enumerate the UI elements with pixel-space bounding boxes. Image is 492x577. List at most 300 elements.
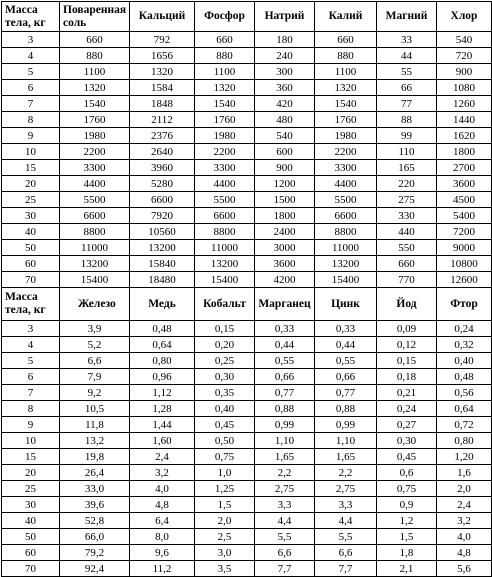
body-mass-cell: 9 [2,417,60,433]
zinc-cell: 6,6 [315,545,377,561]
chlorine-cell: 4500 [437,192,492,208]
sodium-cell: 600 [255,144,315,160]
chlorine-cell: 3600 [437,176,492,192]
potassium-cell: 3300 [315,160,377,176]
sodium-cell: 3000 [255,240,315,256]
body-mass-cell: 25 [2,192,60,208]
iron-cell: 6,6 [60,353,130,369]
salt-cell: 660 [60,32,130,48]
body-mass-cell: 10 [2,144,60,160]
phosphorus-cell: 2200 [195,144,255,160]
table-row [2,529,492,545]
fluorine-cell: 4,8 [437,545,492,561]
sodium-header: Натрий [255,2,315,32]
zinc-header: Цинк [315,288,377,321]
body-mass-cell: 8 [2,401,60,417]
body-mass-cell: 20 [2,176,60,192]
table-row [2,369,492,385]
iron-cell: 19,8 [60,449,130,465]
zinc-cell: 0,55 [315,353,377,369]
iron-cell: 39,6 [60,497,130,513]
zinc-cell: 2,2 [315,465,377,481]
sodium-cell: 360 [255,80,315,96]
calcium-cell: 1656 [130,48,195,64]
calcium-cell: 7920 [130,208,195,224]
zinc-cell: 1,10 [315,433,377,449]
body-mass-cell: 8 [2,112,60,128]
zinc-cell: 0,44 [315,337,377,353]
copper-cell: 6,4 [130,513,195,529]
potassium-cell: 15400 [315,272,377,288]
table-row [2,48,492,64]
sodium-cell: 1500 [255,192,315,208]
table-row [2,128,492,144]
salt-cell: 11000 [60,240,130,256]
calcium-cell: 1584 [130,80,195,96]
body-mass-cell: 5 [2,353,60,369]
copper-cell: 1,12 [130,385,195,401]
sodium-cell: 300 [255,64,315,80]
iron-cell: 52,8 [60,513,130,529]
salt-cell: 13200 [60,256,130,272]
cobalt-cell: 0,30 [195,369,255,385]
iodine-cell: 0,09 [377,321,437,337]
fluorine-cell: 5,6 [437,561,492,577]
calcium-cell: 792 [130,32,195,48]
magnesium-cell: 66 [377,80,437,96]
fluorine-cell: 2,0 [437,481,492,497]
magnesium-cell: 77 [377,96,437,112]
table-row [2,449,492,465]
table-row [2,401,492,417]
manganese-cell: 0,55 [255,353,315,369]
chlorine-cell: 1260 [437,96,492,112]
fluorine-cell: 2,4 [437,497,492,513]
body-mass-cell: 10 [2,433,60,449]
manganese-cell: 0,44 [255,337,315,353]
cobalt-cell: 0,15 [195,321,255,337]
copper-cell: 2,4 [130,449,195,465]
manganese-cell: 1,10 [255,433,315,449]
potassium-header: Калий [315,2,377,32]
calcium-cell: 2112 [130,112,195,128]
table-row [2,160,492,176]
potassium-cell: 13200 [315,256,377,272]
fluorine-cell: 0,56 [437,385,492,401]
body-mass-header: Масса тела, кг [2,2,60,32]
phosphorus-cell: 13200 [195,256,255,272]
iodine-cell: 0,15 [377,353,437,369]
potassium-cell: 1100 [315,64,377,80]
table-row [2,321,492,337]
manganese-cell: 7,7 [255,561,315,577]
chlorine-cell: 7200 [437,224,492,240]
manganese-cell: 3,3 [255,497,315,513]
magnesium-cell: 220 [377,176,437,192]
calcium-cell: 10560 [130,224,195,240]
copper-cell: 3,2 [130,465,195,481]
table-row [2,240,492,256]
magnesium-cell: 33 [377,32,437,48]
magnesium-cell: 660 [377,256,437,272]
fluorine-cell: 0,48 [437,369,492,385]
chlorine-cell: 9000 [437,240,492,256]
body-mass-cell: 40 [2,224,60,240]
salt-cell: 5500 [60,192,130,208]
calcium-cell: 18480 [130,272,195,288]
phosphorus-cell: 1980 [195,128,255,144]
salt-header: Поваренная соль [60,2,130,32]
potassium-cell: 11000 [315,240,377,256]
table-row [2,337,492,353]
calcium-cell: 15840 [130,256,195,272]
iodine-cell: 0,75 [377,481,437,497]
salt-cell: 15400 [60,272,130,288]
cobalt-cell: 2,5 [195,529,255,545]
phosphorus-cell: 1760 [195,112,255,128]
body-mass-cell: 70 [2,561,60,577]
body-mass-cell: 60 [2,545,60,561]
chlorine-cell: 1620 [437,128,492,144]
phosphorus-cell: 4400 [195,176,255,192]
calcium-cell: 2376 [130,128,195,144]
phosphorus-cell: 1100 [195,64,255,80]
table-row [2,176,492,192]
chlorine-cell: 1440 [437,112,492,128]
body-mass-cell: 50 [2,240,60,256]
salt-cell: 6600 [60,208,130,224]
potassium-cell: 1980 [315,128,377,144]
zinc-cell: 1,65 [315,449,377,465]
copper-cell: 9,6 [130,545,195,561]
salt-cell: 880 [60,48,130,64]
cobalt-cell: 0,45 [195,417,255,433]
phosphorus-cell: 6600 [195,208,255,224]
phosphorus-cell: 11000 [195,240,255,256]
iodine-cell: 0,18 [377,369,437,385]
body-mass-cell: 6 [2,369,60,385]
body-mass-cell: 3 [2,321,60,337]
body-mass-cell: 6 [2,80,60,96]
salt-cell: 1100 [60,64,130,80]
iodine-cell: 0,12 [377,337,437,353]
calcium-cell: 2640 [130,144,195,160]
cobalt-cell: 2,0 [195,513,255,529]
iron-header: Железо [60,288,130,321]
potassium-cell: 660 [315,32,377,48]
minerals-dosage-table [1,1,492,577]
magnesium-cell: 110 [377,144,437,160]
manganese-cell: 1,65 [255,449,315,465]
phosphorus-cell: 3300 [195,160,255,176]
zinc-cell: 0,88 [315,401,377,417]
body-mass-cell: 15 [2,160,60,176]
body-mass-header: Масса тела, кг [2,288,60,321]
sodium-cell: 2400 [255,224,315,240]
chlorine-cell: 900 [437,64,492,80]
magnesium-cell: 44 [377,48,437,64]
calcium-cell: 13200 [130,240,195,256]
copper-cell: 1,60 [130,433,195,449]
fluorine-cell: 1,6 [437,465,492,481]
iron-cell: 13,2 [60,433,130,449]
iron-cell: 92,4 [60,561,130,577]
iron-cell: 9,2 [60,385,130,401]
iodine-cell: 0,21 [377,385,437,401]
manganese-cell: 0,77 [255,385,315,401]
body-mass-cell: 30 [2,497,60,513]
salt-cell: 1980 [60,128,130,144]
phosphorus-cell: 15400 [195,272,255,288]
table-row [2,256,492,272]
cobalt-cell: 0,75 [195,449,255,465]
iodine-cell: 1,5 [377,529,437,545]
copper-cell: 0,96 [130,369,195,385]
copper-cell: 8,0 [130,529,195,545]
iron-cell: 10,5 [60,401,130,417]
table-row [2,481,492,497]
body-mass-cell: 70 [2,272,60,288]
table-row [2,385,492,401]
salt-cell: 1540 [60,96,130,112]
iodine-header: Йод [377,288,437,321]
magnesium-cell: 440 [377,224,437,240]
fluorine-header: Фтор [437,288,492,321]
body-mass-cell: 30 [2,208,60,224]
calcium-cell: 6600 [130,192,195,208]
chlorine-cell: 720 [437,48,492,64]
phosphorus-cell: 1320 [195,80,255,96]
iodine-cell: 0,9 [377,497,437,513]
manganese-cell: 0,66 [255,369,315,385]
salt-cell: 3300 [60,160,130,176]
cobalt-cell: 0,50 [195,433,255,449]
table-row [2,112,492,128]
chlorine-cell: 10800 [437,256,492,272]
potassium-cell: 1760 [315,112,377,128]
fluorine-cell: 0,64 [437,401,492,417]
iron-cell: 33,0 [60,481,130,497]
salt-cell: 2200 [60,144,130,160]
phosphorus-cell: 1540 [195,96,255,112]
copper-cell: 4,8 [130,497,195,513]
chlorine-header: Хлор [437,2,492,32]
sodium-cell: 540 [255,128,315,144]
phosphorus-cell: 8800 [195,224,255,240]
potassium-cell: 6600 [315,208,377,224]
zinc-cell: 0,66 [315,369,377,385]
chlorine-cell: 5400 [437,208,492,224]
copper-header: Медь [130,288,195,321]
salt-cell: 4400 [60,176,130,192]
body-mass-cell: 25 [2,481,60,497]
table-row [2,272,492,288]
zinc-cell: 0,99 [315,417,377,433]
iron-cell: 3,9 [60,321,130,337]
table-row [2,96,492,112]
table-row [2,353,492,369]
fluorine-cell: 0,72 [437,417,492,433]
sodium-cell: 180 [255,32,315,48]
manganese-cell: 6,6 [255,545,315,561]
sodium-cell: 420 [255,96,315,112]
magnesium-cell: 330 [377,208,437,224]
manganese-cell: 2,2 [255,465,315,481]
body-mass-cell: 4 [2,48,60,64]
fluorine-cell: 4,0 [437,529,492,545]
magnesium-cell: 55 [377,64,437,80]
body-mass-cell: 15 [2,449,60,465]
manganese-header: Марганец [255,288,315,321]
header-row [2,288,492,321]
iron-cell: 5,2 [60,337,130,353]
chlorine-cell: 12600 [437,272,492,288]
copper-cell: 0,80 [130,353,195,369]
cobalt-cell: 0,25 [195,353,255,369]
iodine-cell: 1,8 [377,545,437,561]
manganese-cell: 0,88 [255,401,315,417]
copper-cell: 0,64 [130,337,195,353]
header-row [2,2,492,32]
table-row [2,80,492,96]
table-row [2,561,492,577]
body-mass-cell: 7 [2,96,60,112]
body-mass-cell: 3 [2,32,60,48]
fluorine-cell: 0,32 [437,337,492,353]
zinc-cell: 0,33 [315,321,377,337]
magnesium-cell: 88 [377,112,437,128]
cobalt-cell: 1,0 [195,465,255,481]
manganese-cell: 0,99 [255,417,315,433]
body-mass-cell: 20 [2,465,60,481]
iodine-cell: 0,30 [377,433,437,449]
magnesium-cell: 770 [377,272,437,288]
sodium-cell: 3600 [255,256,315,272]
body-mass-cell: 5 [2,64,60,80]
sodium-cell: 1800 [255,208,315,224]
fluorine-cell: 0,40 [437,353,492,369]
table-row [2,545,492,561]
magnesium-cell: 99 [377,128,437,144]
copper-cell: 4,0 [130,481,195,497]
body-mass-cell: 40 [2,513,60,529]
table-row [2,32,492,48]
manganese-cell: 5,5 [255,529,315,545]
zinc-cell: 3,3 [315,497,377,513]
iodine-cell: 2,1 [377,561,437,577]
zinc-cell: 7,7 [315,561,377,577]
fluorine-cell: 3,2 [437,513,492,529]
phosphorus-cell: 880 [195,48,255,64]
zinc-cell: 5,5 [315,529,377,545]
table-row [2,433,492,449]
table-row [2,224,492,240]
copper-cell: 11,2 [130,561,195,577]
magnesium-header: Магний [377,2,437,32]
body-mass-cell: 4 [2,337,60,353]
phosphorus-cell: 660 [195,32,255,48]
chlorine-cell: 2700 [437,160,492,176]
sodium-cell: 900 [255,160,315,176]
salt-cell: 1320 [60,80,130,96]
potassium-cell: 1540 [315,96,377,112]
chlorine-cell: 1800 [437,144,492,160]
magnesium-cell: 275 [377,192,437,208]
iron-cell: 79,2 [60,545,130,561]
chlorine-cell: 1080 [437,80,492,96]
manganese-cell: 0,33 [255,321,315,337]
iron-cell: 7,9 [60,369,130,385]
body-mass-cell: 9 [2,128,60,144]
iodine-cell: 0,6 [377,465,437,481]
manganese-cell: 4,4 [255,513,315,529]
body-mass-cell: 60 [2,256,60,272]
copper-cell: 1,44 [130,417,195,433]
table-row [2,465,492,481]
body-mass-cell: 7 [2,385,60,401]
zinc-cell: 4,4 [315,513,377,529]
magnesium-cell: 165 [377,160,437,176]
magnesium-cell: 550 [377,240,437,256]
salt-cell: 8800 [60,224,130,240]
phosphorus-header: Фосфор [195,2,255,32]
manganese-cell: 2,75 [255,481,315,497]
table-row [2,144,492,160]
salt-cell: 1760 [60,112,130,128]
cobalt-cell: 0,20 [195,337,255,353]
cobalt-cell: 1,5 [195,497,255,513]
calcium-cell: 1848 [130,96,195,112]
iron-cell: 66,0 [60,529,130,545]
body-mass-cell: 50 [2,529,60,545]
iron-cell: 26,4 [60,465,130,481]
iodine-cell: 0,27 [377,417,437,433]
cobalt-cell: 0,35 [195,385,255,401]
table-row [2,192,492,208]
sodium-cell: 480 [255,112,315,128]
iron-cell: 11,8 [60,417,130,433]
copper-cell: 1,28 [130,401,195,417]
potassium-cell: 2200 [315,144,377,160]
cobalt-cell: 0,40 [195,401,255,417]
potassium-cell: 8800 [315,224,377,240]
phosphorus-cell: 5500 [195,192,255,208]
cobalt-cell: 3,0 [195,545,255,561]
calcium-header: Кальций [130,2,195,32]
fluorine-cell: 0,24 [437,321,492,337]
sodium-cell: 1200 [255,176,315,192]
potassium-cell: 5500 [315,192,377,208]
table-row [2,497,492,513]
sodium-cell: 4200 [255,272,315,288]
table-row [2,513,492,529]
table-row [2,417,492,433]
potassium-cell: 880 [315,48,377,64]
chlorine-cell: 540 [437,32,492,48]
iodine-cell: 1,2 [377,513,437,529]
calcium-cell: 3960 [130,160,195,176]
sodium-cell: 240 [255,48,315,64]
zinc-cell: 0,77 [315,385,377,401]
calcium-cell: 1320 [130,64,195,80]
table-row [2,208,492,224]
potassium-cell: 1320 [315,80,377,96]
cobalt-cell: 1,25 [195,481,255,497]
iodine-cell: 0,24 [377,401,437,417]
iodine-cell: 0,45 [377,449,437,465]
zinc-cell: 2,75 [315,481,377,497]
cobalt-cell: 3,5 [195,561,255,577]
